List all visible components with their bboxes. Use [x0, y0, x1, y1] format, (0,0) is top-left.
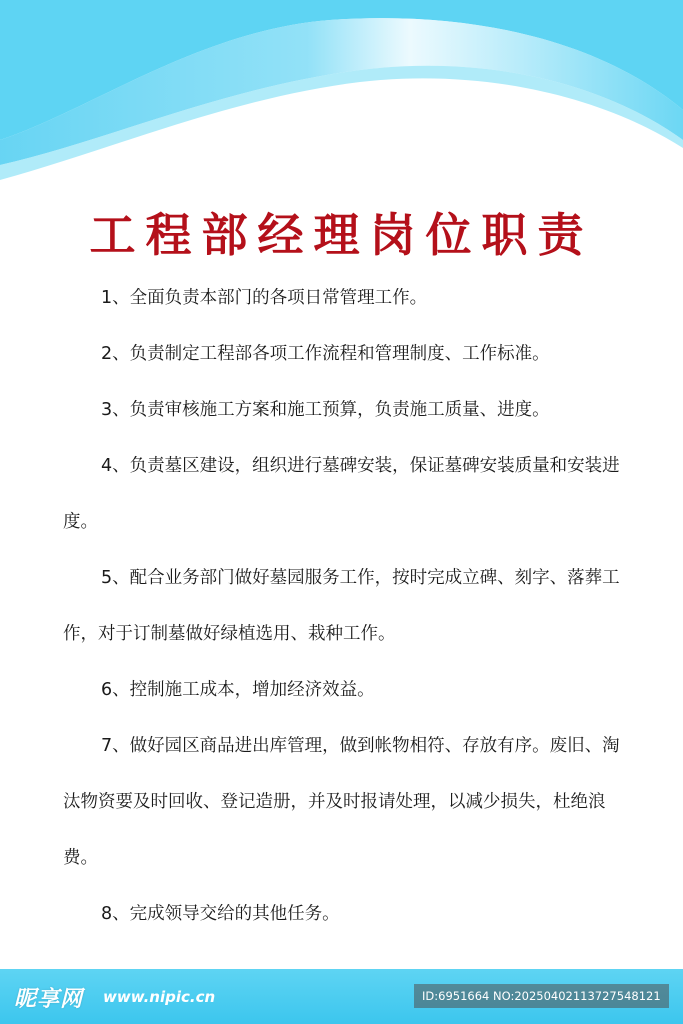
duty-item-2: 2、负责制定工程部各项工作流程和管理制度、工作标准。 — [101, 344, 550, 364]
watermark-url[interactable]: www.nipic.cn — [103, 988, 216, 1006]
header-wave-decoration — [0, 0, 683, 185]
duty-item-4: 4、负责墓区建设，组织进行墓碑安装，保证墓碑安装质量和安装进度。 — [63, 456, 620, 532]
duty-item-8: 8、完成领导交给的其他任务。 — [101, 904, 340, 924]
duty-item-1: 1、全面负责本部门的各项日常管理工作。 — [101, 288, 428, 308]
duty-item-6: 6、控制施工成本，增加经济效益。 — [101, 680, 375, 700]
duty-item-5: 5、配合业务部门做好墓园服务工作，按时完成立碑、刻字、落葬工作，对于订制墓做好绿植选用、栽种工作。 — [63, 568, 620, 644]
duties-list — [63, 270, 629, 942]
duty-item-7: 7、做好园区商品进出库管理，做到帐物相符、存放有序。废旧、淘汰物资要及时回收、登记造册，并及时报请处理，以减少损失，杜绝浪费。 — [63, 736, 620, 868]
duty-item-3: 3、负责审核施工方案和施工预算，负责施工质量、进度。 — [101, 400, 550, 420]
page-title: 工程部经理岗位职责 — [89, 208, 594, 262]
image-id-label: ID:6951664 NO:20250402113727548121 — [414, 984, 669, 1008]
watermark-logo: 昵享网 — [14, 987, 84, 1012]
